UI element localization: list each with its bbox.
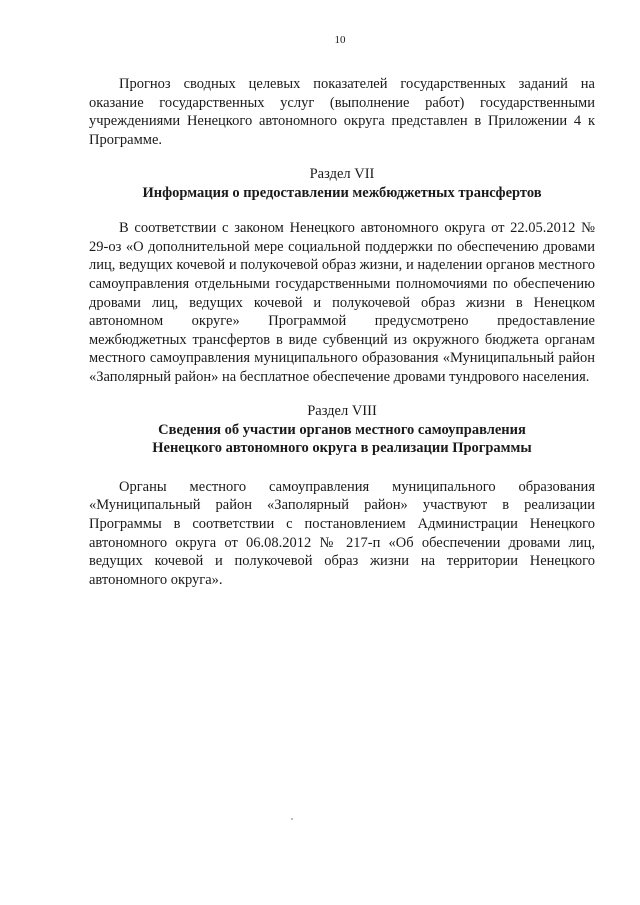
section-7-title: Информация о предоставлении межбюджетных трансфертов <box>142 184 542 201</box>
section-7-paragraph: В соответствии с законом Ненецкого автономного округа от 22.05.2012 № 29-оз «О дополнительной мере социальной поддержки по обеспечению дровами лиц, ведущих кочевой и полукочевой образ жизни, и наделении органов местного самоуправления отдельными государственными полномочиями по обеспечению дровами лиц, ведущих кочевой и полукочевой образ жизни в Ненецком автономном округе» Программой предусмотрено предоставление межбюджетных трансфертов в виде субвенций из окружного бюджета органам местного самоуправления муниципального образования «Муниципальный район «Заполярный район» на бесплатное обеспечение дровами тундрового населения. <box>89 220 595 385</box>
forecast-block <box>89 75 595 149</box>
section-8 <box>89 402 595 589</box>
section-7-label: Раздел VII <box>309 166 375 182</box>
section-7 <box>89 165 595 387</box>
section-8-title-line2: Ненецкого автономного округа в реализации Программы <box>152 440 532 457</box>
section-8-paragraph: Органы местного самоуправления муниципального образования «Муниципальный район «Заполярный район» участвуют в реализации Программы в соответствии с постановлением Администрации Ненецкого автономного округа от 06.08.2012 № 217-п «Об обеспечении дровами лиц, ведущих кочевой и полукочевой образ жизни на территории Ненецкого автономного округа». <box>89 478 595 588</box>
scan-speck <box>291 818 293 820</box>
page-number: 10 <box>334 34 346 46</box>
section-8-label: Раздел VIII <box>307 403 377 419</box>
paragraph-forecast: Прогноз сводных целевых показателей государственных заданий на оказание государственных услуг (выполнение работ) государственными учреждениями Ненецкого автономного округа представлен в Приложении 4 к Программе. <box>89 76 595 148</box>
section-8-title-line1: Сведения об участии органов местного самоуправления <box>158 421 526 438</box>
